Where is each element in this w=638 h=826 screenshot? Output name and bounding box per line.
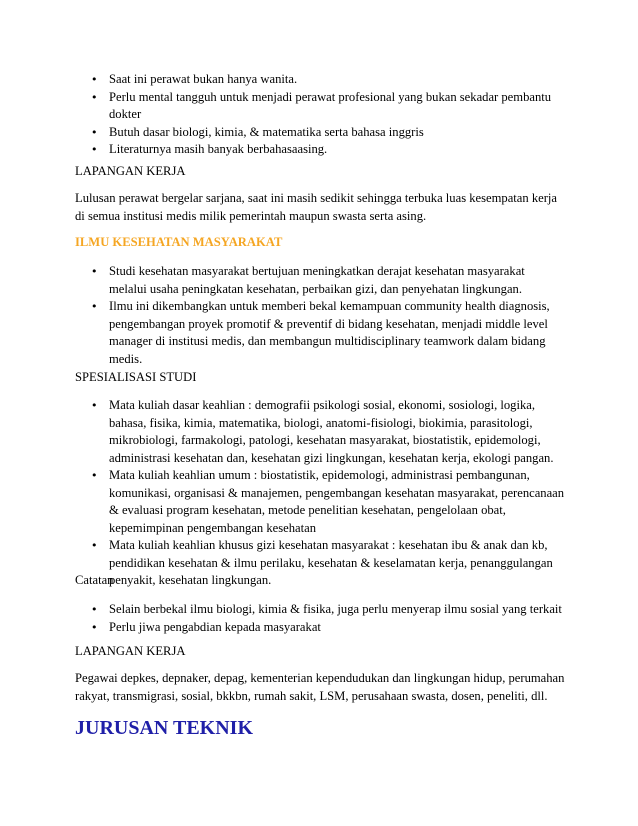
list-item: • Perlu jiwa pengabdian kepada masyarakat xyxy=(75,619,565,637)
list-item: • Mata kuliah keahlian khusus gizi kesehatan masyarakat : kesehatan ibu & anak dan kb, pendidikan kesehatan & ilmu perilaku, kesehatan & keselamatan kerja, penanggulangan penyakit, kesehatan lingkungan. xyxy=(75,537,565,590)
list-item: • Studi kesehatan masyarakat bertujuan meningkatkan derajat kesehatan masyarakat melalui usaha peningkatan kesehatan, perbaikan gizi, dan penyehatan lingkungan. xyxy=(75,263,565,298)
courses-list xyxy=(75,397,565,590)
section-heading-highlighted: ILMU KESEHATAN MASYARAKAT xyxy=(75,235,283,249)
section-heading: LAPANGAN KERJA xyxy=(75,644,186,658)
major-heading: JURUSAN TEKNIK xyxy=(75,717,253,739)
notes-list xyxy=(75,601,565,636)
requirements-list xyxy=(75,71,565,159)
list-item: • Mata kuliah keahlian umum : biostatistik, epidemologi, administrasi pembangunan, komunikasi, organisasi & manajemen, pengembangan kesehatan masyarakat, perencanaan & evaluasi program kesehatan, metode penelitian kesehatan, pengelolaan obat, kepemimpinan pengembangan kesehatan xyxy=(75,467,565,537)
description-list xyxy=(75,263,565,368)
list-item: • Mata kuliah dasar keahlian : demografii psikologi sosial, ekonomi, sosiologi, logika, bahasa, fisika, kimia, matematika, biologi, anatomi-fisiologi, biokimia, parasitologi, mikrobiologi, farmakologi, patologi, kesehatan masyarakat, biostatistik, epidemologi, administrasi kesehatan dan, kesehatan gizi lingkungan, kesehatan kerja, ekologi pangan. xyxy=(75,397,565,467)
section-heading: LAPANGAN KERJA xyxy=(75,164,186,178)
list-item: • Butuh dasar biologi, kimia, & matematika serta bahasa inggris xyxy=(75,124,565,142)
paragraph: Pegawai depkes, depnaker, depag, kementerian kependudukan dan lingkungan hidup, perumahan rakyat, transmigrasi, sosial, bkkbn, rumah sakit, LSM, perusahaan swasta, dosen, peneliti, dll. xyxy=(75,671,565,703)
list-item: • Perlu mental tangguh untuk menjadi perawat profesional yang bukan sekadar pembantu dokter xyxy=(75,89,565,124)
section-heading: Catatan xyxy=(75,573,114,587)
paragraph: Lulusan perawat bergelar sarjana, saat ini masih sedikit sehingga terbuka luas kesempatan kerja di semua institusi medis milik pemerintah maupun swasta serta asing. xyxy=(75,191,558,223)
list-item: • Selain berbekal ilmu biologi, kimia & fisika, juga perlu menyerap ilmu sosial yang terkait xyxy=(75,601,565,619)
list-item: • Ilmu ini dikembangkan untuk memberi bekal kemampuan community health diagnosis, pengembangan proyek promotif & preventif di bidang kesehatan, menjadi middle level manager di institusi medis, dan membangun multidisciplinary teamwork dalam bidang medis. xyxy=(75,298,565,368)
section-heading: SPESIALISASI STUDI xyxy=(75,370,197,384)
list-item: • Literaturnya masih banyak berbahasaasing. xyxy=(75,141,565,159)
list-item: • Saat ini perawat bukan hanya wanita. xyxy=(75,71,565,89)
